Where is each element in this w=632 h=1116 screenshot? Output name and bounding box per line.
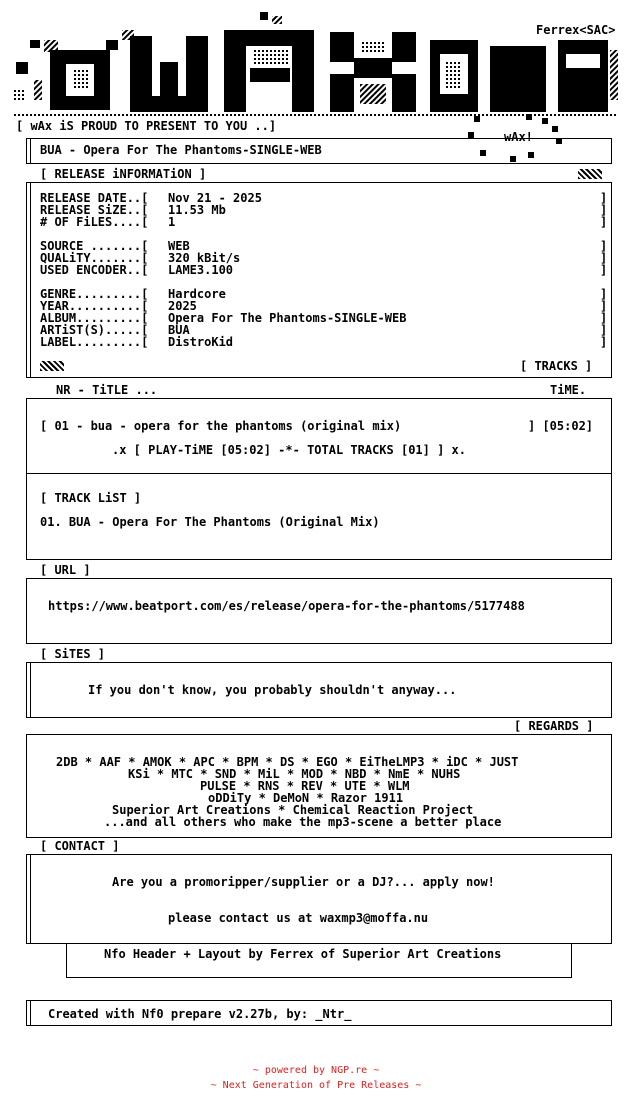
info-key-release-date: RELEASE DATE..[ xyxy=(40,191,149,205)
regards-line: ...and all others who make the mp3-scene a better place xyxy=(104,815,502,829)
info-key-year: YEAR..........[ xyxy=(40,299,149,313)
tracks-box xyxy=(26,398,612,474)
bracket: ] xyxy=(600,323,608,337)
hatch-ornament xyxy=(578,169,602,179)
header-tagline: [ wAx iS PROUD TO PRESENT TO YOU ..] xyxy=(16,119,277,133)
info-key-source: SOURCE .......[ xyxy=(40,239,149,253)
sites-text: If you don't know, you probably shouldn't anyway... xyxy=(88,683,457,697)
contact-label: [ CONTACT ] xyxy=(40,839,120,853)
bracket: ] xyxy=(600,299,608,313)
bracket: ] xyxy=(600,263,608,277)
info-key-label: LABEL.........[ xyxy=(40,335,149,349)
info-value-artist: BUA xyxy=(168,323,190,337)
url-link[interactable]: https://www.beatport.com/es/release/opera-for-the-phantoms/5177488 xyxy=(48,599,525,613)
info-value-quality: 320 kBit/s xyxy=(168,251,241,265)
logo-letter-a xyxy=(224,12,314,112)
info-value-files: 1 xyxy=(168,215,176,229)
logo-letter-w xyxy=(122,30,208,112)
info-key-quality: QUALiTY.......[ xyxy=(40,251,149,265)
tracks-label: [ TRACKS ] xyxy=(520,359,593,373)
tracks-column-time: TiME. xyxy=(550,383,587,397)
contact-line-apply: Are you a promoripper/supplier or a DJ?... apply now! xyxy=(112,875,495,889)
bracket: ] xyxy=(600,215,608,229)
track-list-label: [ TRACK LiST ] xyxy=(40,491,142,505)
bracket: ] xyxy=(600,335,608,349)
contact-box xyxy=(26,854,612,944)
bracket: ] xyxy=(600,239,608,253)
info-value-encoder: LAME3.100 xyxy=(168,263,234,277)
art-author-credit: Ferrex<SAC> xyxy=(536,23,616,37)
regards-line: 2DB * AAF * AMOK * APC * BPM * DS * EGO * EiTheLMP3 * iDC * JUST xyxy=(56,755,519,769)
info-value-source: WEB xyxy=(168,239,190,253)
regards-line: oDDiTy * DeMoN * Razor 1911 xyxy=(208,791,404,805)
info-key-encoder: USED ENCODER..[ xyxy=(40,263,149,277)
info-value-year: 2025 xyxy=(168,299,197,313)
track-entry-time: ] [05:02] xyxy=(528,419,594,433)
info-value-release-size: 11.53 Mb xyxy=(168,203,226,217)
signature: wAx! xyxy=(504,130,533,144)
logo-letter-x xyxy=(330,32,416,112)
tracks-summary: .x [ PLAY-TiME [05:02] -*- TOTAL TRACKS [01] ] x. xyxy=(112,443,467,457)
info-key-genre: GENRE.........[ xyxy=(40,287,149,301)
info-key-files: # OF FiLES....[ xyxy=(40,215,149,229)
hatch-ornament xyxy=(40,361,64,371)
bracket: ] xyxy=(600,287,608,301)
footer-tagline: ~ Next Generation of Pre Releases ~ xyxy=(210,1080,422,1091)
regards-line: PULSE * RNS * REV * UTE * WLM xyxy=(200,779,410,793)
info-value-label: DistroKid xyxy=(168,335,234,349)
info-value-release-date: Nov 21 - 2025 xyxy=(168,191,262,205)
track-list-item: 01. BUA - Opera For The Phantoms (Original Mix) xyxy=(40,515,380,529)
url-label: [ URL ] xyxy=(40,563,91,577)
contact-line-email[interactable]: please contact us at waxmp3@moffa.nu xyxy=(168,911,429,925)
tracks-column-title: NR - TiTLE ... xyxy=(56,383,158,397)
info-key-artist: ARTiST(S).....[ xyxy=(40,323,149,337)
bracket: ] xyxy=(600,203,608,217)
bracket: ] xyxy=(600,251,608,265)
info-key-album: ALBUM.........[ xyxy=(40,311,149,325)
sites-label: [ SiTES ] xyxy=(40,647,106,661)
bracket: ] xyxy=(600,191,608,205)
release-info-label: [ RELEASE iNFORMATiON ] xyxy=(40,167,207,181)
release-title: BUA - Opera For The Phantoms-SINGLE-WEB xyxy=(40,143,322,157)
bracket: ] xyxy=(600,311,608,325)
created-with-line: Created with Nf0 prepare v2.27b, by: _Ntr_ xyxy=(48,1007,352,1021)
regards-line: Superior Art Creations * Chemical Reaction Project xyxy=(112,803,474,817)
track-entry: [ 01 - bua - opera for the phantoms (original mix) xyxy=(40,419,402,433)
wax-ascii-logo xyxy=(10,10,622,122)
regards-line: KSi * MTC * SND * MiL * MOD * NBD * NmE * NUHS xyxy=(128,767,461,781)
credits-line: Nfo Header + Layout by Ferrex of Superior Art Creations xyxy=(104,947,502,961)
info-value-genre: Hardcore xyxy=(168,287,226,301)
footer-powered-by: ~ powered by NGP.re ~ xyxy=(252,1065,380,1076)
info-key-release-size: RELEASE SiZE..[ xyxy=(40,203,149,217)
info-value-album: Opera For The Phantoms-SINGLE-WEB xyxy=(168,311,407,325)
regards-label: [ REGARDS ] xyxy=(514,719,594,733)
